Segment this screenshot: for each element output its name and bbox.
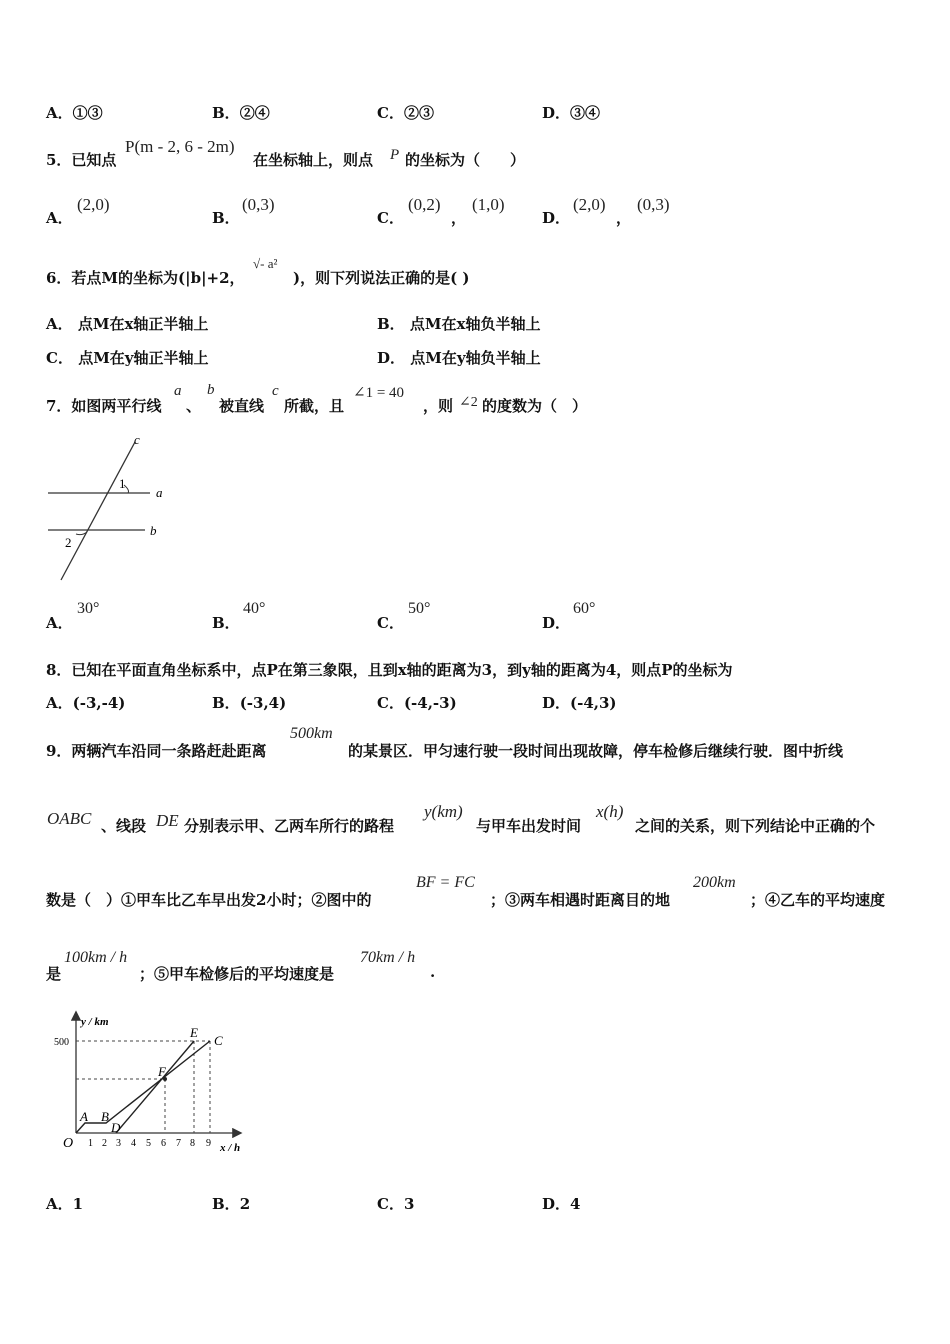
point-label-b: B bbox=[101, 1109, 109, 1124]
q7-option-b-value: 40° bbox=[243, 600, 266, 617]
q5-option-d-value1: (2,0) bbox=[573, 195, 606, 214]
option-label: B． bbox=[212, 104, 240, 122]
q9-l3-t1: 数是（ ）①甲车比乙车早出发2小时；②图中的 bbox=[46, 891, 372, 909]
option-text: 2 bbox=[239, 1195, 251, 1213]
option-text: 1 bbox=[72, 1195, 84, 1213]
q4-option-b bbox=[212, 102, 270, 123]
q5-option-c-sep: ， bbox=[451, 209, 467, 227]
q9-l2-t3: 与甲车出发时间 bbox=[476, 817, 582, 835]
point-label-a: A bbox=[80, 1109, 88, 1124]
q9-option-d bbox=[542, 1193, 580, 1214]
q7-option-c-label: C． bbox=[377, 614, 404, 632]
q9-graph bbox=[48, 1005, 258, 1165]
option-label: C． bbox=[377, 1195, 404, 1213]
q7-mid3: ，则 bbox=[423, 397, 454, 415]
point-label-c: C bbox=[214, 1033, 223, 1048]
q7-sep: 、 bbox=[186, 397, 202, 415]
point-label-d: D bbox=[111, 1120, 121, 1135]
q7-suffix: 的度数为（ ） bbox=[482, 397, 588, 415]
q7-option-d-value: 60° bbox=[573, 600, 596, 617]
x-tick: 1 bbox=[88, 1138, 93, 1149]
q9-l2-y: y(km) bbox=[424, 802, 463, 821]
option-text: (-4,3) bbox=[570, 694, 617, 712]
q5-point-expr: P(m - 2, 6 - 2m) bbox=[125, 137, 235, 156]
x-tick: 2 bbox=[102, 1138, 107, 1149]
option-label: B． bbox=[377, 315, 405, 333]
point-label-e: E bbox=[190, 1025, 198, 1040]
q4-option-d bbox=[542, 102, 600, 123]
q5-prefix: 5．已知点 bbox=[46, 151, 117, 169]
option-label: C． bbox=[377, 694, 404, 712]
q5-option-c-value1: (0,2) bbox=[408, 195, 441, 214]
label-c: c bbox=[134, 432, 140, 447]
q5-option-b-value: (0,3) bbox=[242, 195, 275, 214]
transversal-line-c bbox=[61, 442, 135, 580]
label-2: 2 bbox=[65, 535, 72, 550]
q6-expr: √- a² bbox=[253, 256, 278, 271]
q9-l4-t1: 是 bbox=[46, 965, 62, 983]
q5-option-c-label: C． bbox=[377, 209, 404, 227]
q6-option-c bbox=[46, 347, 209, 368]
option-text: (-3,-4) bbox=[72, 694, 126, 712]
x-tick: 9 bbox=[206, 1138, 211, 1149]
q6-suffix: )，则下列说法正确的是( ) bbox=[293, 269, 470, 287]
option-text: (-3,4) bbox=[239, 694, 287, 712]
x-ticks bbox=[88, 1138, 211, 1149]
q5-option-d-label: D． bbox=[542, 209, 571, 227]
x-tick: 7 bbox=[176, 1138, 181, 1149]
option-text: 点M在x轴正半轴上 bbox=[77, 315, 209, 333]
q5-option-d-value2: (0,3) bbox=[637, 195, 670, 214]
q6-option-b bbox=[377, 313, 540, 334]
q4-option-a bbox=[46, 102, 103, 123]
x-tick: 3 bbox=[116, 1138, 121, 1149]
label-a: a bbox=[156, 485, 163, 500]
q5-option-c-value2: (1,0) bbox=[472, 195, 505, 214]
q9-l4-t2: ；⑤甲车检修后的平均速度是 bbox=[139, 965, 335, 983]
q7-prefix: 7．如图两平行线 bbox=[46, 397, 162, 415]
option-text: 点M在y轴负半轴上 bbox=[410, 349, 541, 367]
option-text: 3 bbox=[403, 1195, 415, 1213]
q7-var-c: c bbox=[272, 383, 279, 399]
point-label-f: F bbox=[158, 1064, 166, 1079]
q7-angle-expr: ∠1 = 40 bbox=[353, 385, 405, 401]
q9-l4-t3: . bbox=[430, 963, 436, 981]
option-label: A． bbox=[46, 104, 73, 122]
q7-var-a: a bbox=[174, 383, 182, 399]
q8-option-d bbox=[542, 692, 617, 713]
x-tick: 6 bbox=[161, 1138, 166, 1149]
q9-l1-suffix: 的某景区．甲匀速行驶一段时间出现故障，停车检修后继续行驶．图中折线 bbox=[348, 742, 844, 760]
q5-option-d-sep: ， bbox=[616, 209, 632, 227]
option-text: ②③ bbox=[403, 104, 434, 122]
q8-text: 8．已知在平面直角坐标系中，点P在第三象限，且到x轴的距离为3，到y轴的距离为4，则点P的坐标为 bbox=[46, 661, 733, 679]
option-text: 点M在y轴正半轴上 bbox=[78, 349, 209, 367]
q8-option-b bbox=[212, 692, 286, 713]
line-de bbox=[116, 1041, 194, 1133]
q9-option-b bbox=[212, 1193, 250, 1214]
q9-option-c bbox=[377, 1193, 414, 1214]
q9-l1-dist: 500km bbox=[290, 725, 333, 742]
q7-angle2: ∠2 bbox=[459, 395, 478, 410]
q9-l2-t4: 之间的关系，则下列结论中正确的个 bbox=[635, 817, 876, 835]
option-label: A． bbox=[46, 1195, 73, 1213]
q5-suffix: 的坐标为（ ） bbox=[405, 151, 526, 169]
q5-var-p: P bbox=[390, 147, 400, 163]
option-text: ②④ bbox=[239, 104, 270, 122]
option-label: B． bbox=[212, 694, 240, 712]
q9-l1-prefix: 9．两辆汽车沿同一条路赶赴距离 bbox=[46, 742, 267, 760]
q9-l4-v1: 100km / h bbox=[64, 949, 128, 966]
option-text: 点M在x轴负半轴上 bbox=[409, 315, 541, 333]
origin-label: O bbox=[63, 1136, 74, 1151]
option-label: C． bbox=[377, 104, 404, 122]
x-tick: 8 bbox=[190, 1138, 195, 1149]
q7-option-a-value: 30° bbox=[77, 600, 100, 617]
q8-option-c bbox=[377, 692, 457, 713]
x-tick: 4 bbox=[131, 1138, 136, 1149]
q5-middle: 在坐标轴上，则点 bbox=[253, 151, 374, 169]
q9-l2-oabc: OABC bbox=[47, 809, 92, 828]
q5-option-a-label: A． bbox=[46, 209, 73, 227]
line-oabc bbox=[76, 1041, 210, 1133]
label-b: b bbox=[150, 523, 157, 538]
q9-l2-t2: 分别表示甲、乙两车所行的路程 bbox=[184, 817, 395, 835]
q9-option-a bbox=[46, 1193, 83, 1214]
option-label: D． bbox=[377, 349, 406, 367]
q5-option-a-value: (2,0) bbox=[77, 195, 110, 214]
q6-option-d bbox=[377, 347, 541, 368]
q8-option-a bbox=[46, 692, 125, 713]
option-label: A． bbox=[46, 315, 73, 333]
q4-option-c bbox=[377, 102, 434, 123]
y-tick-500: 500 bbox=[54, 1037, 69, 1048]
option-label: D． bbox=[542, 694, 571, 712]
option-label: B． bbox=[212, 1195, 240, 1213]
q9-l2-x: x(h) bbox=[596, 802, 624, 821]
q7-mid1: 被直线 bbox=[219, 397, 265, 415]
q7-option-b-label: B． bbox=[212, 614, 240, 632]
q9-l3-bf: BF = FC bbox=[416, 874, 475, 891]
q7-var-b: b bbox=[207, 382, 215, 398]
q6-option-a bbox=[46, 313, 208, 334]
option-text: 4 bbox=[570, 1195, 581, 1213]
option-label: C． bbox=[46, 349, 73, 367]
q7-figure bbox=[40, 430, 180, 585]
option-label: D． bbox=[542, 1195, 571, 1213]
option-label: D． bbox=[542, 104, 571, 122]
option-text: ①③ bbox=[72, 104, 103, 122]
q9-l3-dist: 200km bbox=[693, 874, 736, 891]
q7-option-a-label: A． bbox=[46, 614, 73, 632]
q6-prefix: 6．若点M的坐标为(|b|+2， bbox=[46, 269, 245, 287]
q9-l2-t1: 、线段 bbox=[101, 817, 147, 835]
x-tick: 5 bbox=[146, 1138, 151, 1149]
q7-option-d-label: D． bbox=[542, 614, 571, 632]
q5-option-b-label: B． bbox=[212, 209, 240, 227]
q7-option-c-value: 50° bbox=[408, 600, 431, 617]
option-text: ③④ bbox=[570, 104, 601, 122]
label-1: 1 bbox=[119, 476, 126, 491]
q9-l3-t2: ；③两车相遇时距离目的地 bbox=[490, 891, 671, 909]
q9-l2-de: DE bbox=[156, 811, 179, 830]
q9-l4-v2: 70km / h bbox=[360, 949, 416, 966]
option-label: A． bbox=[46, 694, 73, 712]
x-axis-label: x / h bbox=[220, 1142, 241, 1154]
q9-l3-t3: ；④乙车的平均速度 bbox=[750, 891, 886, 909]
y-axis-label: y / km bbox=[81, 1016, 109, 1028]
q7-mid2: 所截，且 bbox=[284, 397, 345, 415]
option-text: (-4,-3) bbox=[403, 694, 457, 712]
